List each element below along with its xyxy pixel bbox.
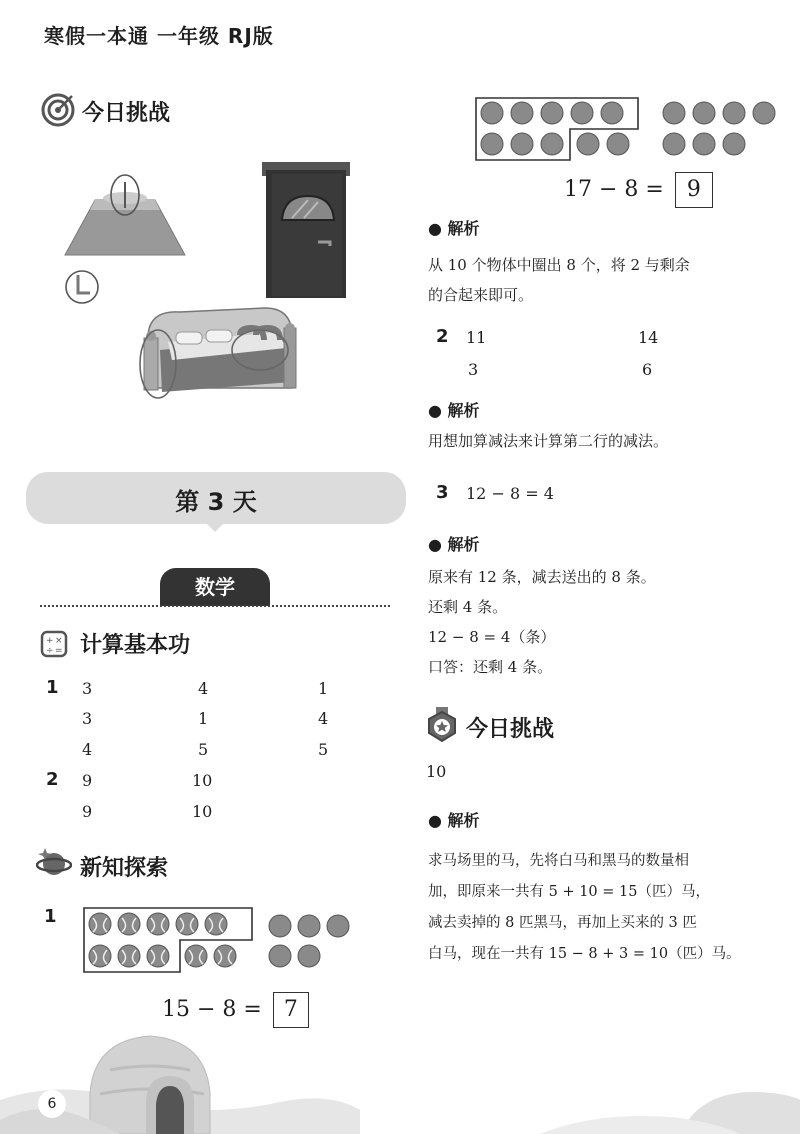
challenge-title-left: 今日挑战 bbox=[82, 101, 171, 126]
right-q2-number: 2 bbox=[436, 326, 449, 347]
challenge-title-right: 今日挑战 bbox=[466, 717, 555, 742]
calc-q1-number: 1 bbox=[46, 677, 59, 698]
day-banner bbox=[26, 472, 406, 524]
calc-section-header bbox=[40, 628, 340, 664]
calc-q1-cell: 1 bbox=[318, 679, 329, 698]
right-q2-cell: 6 bbox=[642, 360, 653, 379]
calc-q2-cell: 10 bbox=[192, 802, 213, 821]
calculator-icon bbox=[40, 630, 68, 658]
planet-icon bbox=[36, 845, 72, 881]
right-q2-cell: 3 bbox=[468, 360, 479, 379]
right-q2-cell: 14 bbox=[638, 328, 659, 347]
analysis-line: 口答：还剩 4 条。 bbox=[428, 658, 553, 676]
analysis-label-1: ● 解析 bbox=[428, 219, 480, 238]
analysis-line: 的合起来即可。 bbox=[428, 286, 534, 304]
analysis-line: 原来有 12 条，减去送出的 8 条。 bbox=[428, 568, 656, 586]
calc-q1-cell: 4 bbox=[198, 679, 209, 698]
calc-q1-cell: 5 bbox=[198, 740, 209, 759]
analysis-text-1 bbox=[428, 250, 788, 310]
analysis-line: 白马，现在一共有 15 − 8 + 3 = 10（匹）马。 bbox=[428, 946, 741, 962]
dotted-divider bbox=[40, 605, 390, 607]
analysis-label-text: 解析 bbox=[447, 219, 480, 238]
challenge-answer: 10 bbox=[426, 762, 447, 781]
target-icon bbox=[40, 92, 76, 128]
analysis-text-2 bbox=[428, 426, 788, 456]
lamp-illustration bbox=[65, 175, 185, 303]
day-banner-title: 第 3 天 bbox=[175, 488, 257, 516]
calc-q2-cell: 9 bbox=[82, 802, 93, 821]
explore-answer-box: 7 bbox=[273, 992, 309, 1028]
right-q2-cell: 11 bbox=[466, 328, 487, 347]
top-answer-box: 9 bbox=[675, 172, 713, 208]
analysis-line: 还剩 4 条。 bbox=[428, 598, 508, 616]
analysis-label-3: ● 解析 bbox=[428, 535, 480, 554]
top-equation-text: 17 − 8 = bbox=[564, 177, 664, 202]
explore-equation-text: 15 − 8 = bbox=[162, 997, 262, 1022]
door-illustration bbox=[262, 162, 350, 298]
challenge-section-header-left bbox=[40, 92, 340, 132]
calc-q1-cell: 5 bbox=[318, 740, 329, 759]
calc-q2-number: 2 bbox=[46, 769, 59, 790]
analysis-line: 用想加算减法来计算第二行的减法。 bbox=[428, 432, 669, 450]
ball-counting-figure-15 bbox=[82, 906, 362, 978]
analysis-label-2: ● 解析 bbox=[428, 401, 480, 420]
medal-icon bbox=[426, 706, 458, 744]
calc-q1-cell: 3 bbox=[82, 679, 93, 698]
challenge-illustration bbox=[60, 160, 360, 400]
book-header-title: 寒假一本通 一年级 RJ版 bbox=[44, 24, 274, 48]
footer-landscape bbox=[0, 1020, 800, 1134]
svg-text:÷: ÷ bbox=[46, 646, 54, 656]
bed-illustration bbox=[140, 308, 296, 398]
calc-q2-cell: 9 bbox=[82, 771, 93, 790]
subject-tab: 数学 bbox=[160, 568, 270, 606]
analysis-line: 求马场里的马，先将白马和黑马的数量相 bbox=[428, 853, 689, 869]
right-q3-number: 3 bbox=[436, 482, 449, 503]
analysis-label-text: 解析 bbox=[447, 535, 480, 554]
analysis-text-4 bbox=[428, 846, 788, 970]
right-q3-equation: 12 − 8 = 4 bbox=[466, 484, 554, 503]
analysis-label-4: ● 解析 bbox=[428, 811, 480, 830]
analysis-line: 12 − 8 = 4（条） bbox=[428, 628, 556, 646]
top-equation bbox=[564, 172, 713, 208]
calc-q1-cell: 1 bbox=[198, 709, 209, 728]
challenge-section-header-right bbox=[426, 706, 726, 746]
calc-q1-cell: 3 bbox=[82, 709, 93, 728]
banner-pointer bbox=[205, 522, 225, 532]
calc-q2-cell: 10 bbox=[192, 771, 213, 790]
analysis-line: 加，即原来一共有 5 + 10 = 15（匹）马， bbox=[428, 884, 710, 900]
calc-title: 计算基本功 bbox=[80, 633, 191, 658]
ball-counting-figure-17 bbox=[474, 96, 784, 164]
calc-q1-cell: 4 bbox=[318, 709, 329, 728]
analysis-label-text: 解析 bbox=[447, 811, 480, 830]
analysis-line: 减去卖掉的 8 匹黑马，再加上买来的 3 匹 bbox=[428, 915, 697, 931]
svg-text:+: + bbox=[46, 636, 54, 646]
svg-text:=: = bbox=[55, 646, 63, 656]
analysis-text-3 bbox=[428, 562, 788, 682]
explore-section-header bbox=[36, 845, 336, 885]
svg-text:×: × bbox=[55, 636, 63, 646]
analysis-label-text: 解析 bbox=[447, 401, 480, 420]
calc-q1-cell: 4 bbox=[82, 740, 93, 759]
analysis-line: 从 10 个物体中圈出 8 个，将 2 与剩余 bbox=[428, 256, 690, 274]
explore-title: 新知探索 bbox=[80, 856, 169, 881]
explore-q1-number: 1 bbox=[44, 906, 57, 927]
page-number: 6 bbox=[38, 1090, 66, 1118]
